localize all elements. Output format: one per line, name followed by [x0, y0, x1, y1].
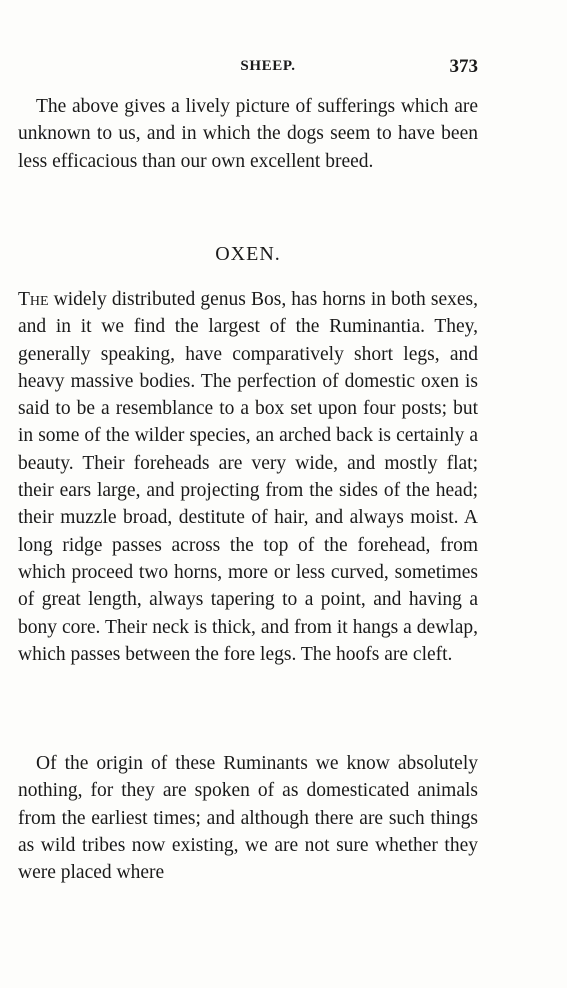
- section-title: OXEN.: [215, 243, 281, 265]
- paragraph-text: Of the origin of these Ruminants we know absolutely nothing, for they are spoken of as domesticated animals from the earliest times; and although there are such things as wild tribes now existing, we are not sure whether they were placed where: [18, 753, 478, 884]
- page-header: [18, 56, 478, 80]
- running-head: SHEEP.: [240, 58, 296, 74]
- page-number: 373: [449, 56, 478, 77]
- paragraph-body: [18, 286, 478, 668]
- paragraph-oxen-origin: [18, 750, 478, 886]
- first-word: The: [18, 289, 49, 310]
- paragraph-text: The above gives a lively picture of sufferings which are unknown to us, and in which the dogs seem to have been less efficacious than our own excellent breed.: [18, 96, 478, 172]
- paragraph-oxen-description: [18, 286, 478, 668]
- paragraph-sheep-conclusion: [18, 93, 478, 175]
- paragraph-text: widely distributed genus Bos, has horns in both sexes, and in it we find the largest of the Ruminantia. They, generally speaking, have comparatively short legs, and heavy massive bodies. The perfection of domestic oxen is said to be a resemblance to a box set upon four posts; but in some of the wilder species, an arched back is certainly a beauty. Their foreheads are very wide, and mostly flat; their ears large, and projecting from the sides of the head; their muzzle broad, destitute of hair, and always moist. A long ridge passes across the top of the forehead, from which proceed two horns, more or less curved, sometimes of great length, always tapering to a point, and having a bony core. Their neck is thick, and from it hangs a dewlap, which passes between the fore legs. The hoofs are cleft.: [18, 289, 478, 665]
